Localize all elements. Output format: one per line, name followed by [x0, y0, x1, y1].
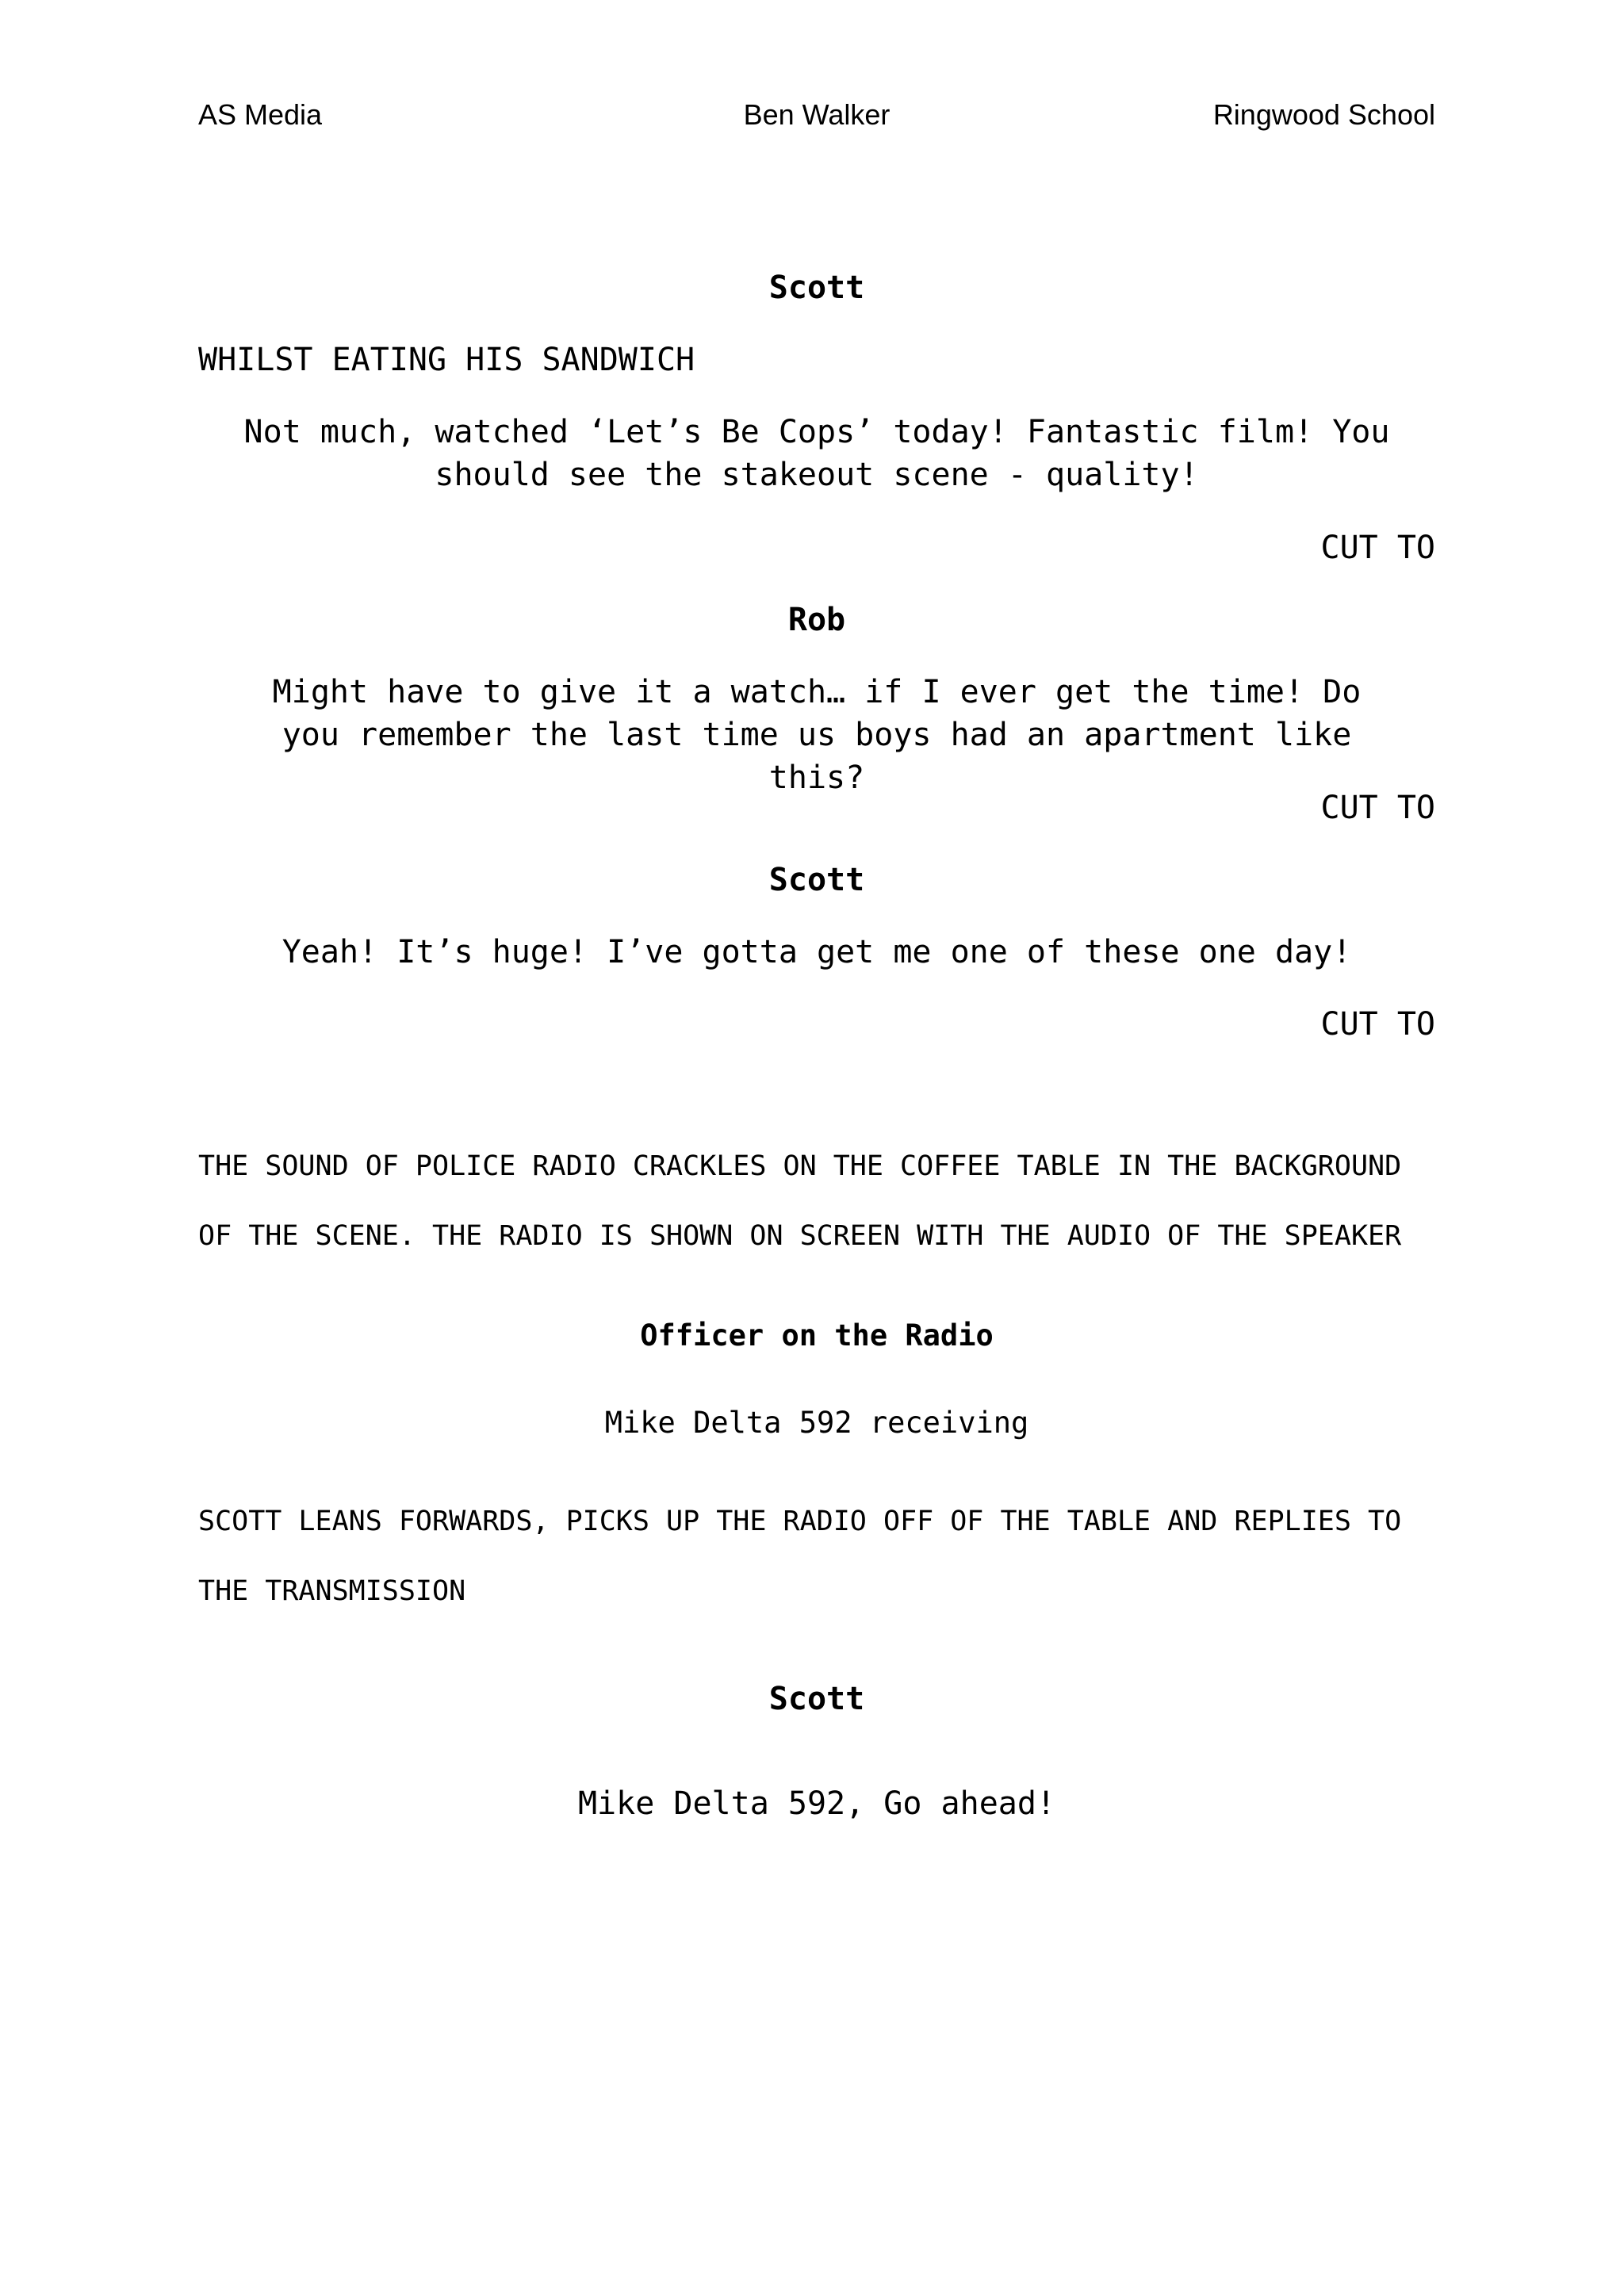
- transition-cut-to-3: CUT TO: [1320, 1006, 1435, 1043]
- action-eating-sandwich: WHILST EATING HIS SANDWICH: [198, 342, 695, 378]
- dialogue-scott-1: Not much, watched ‘Let’s Be Cops’ today! Fantastic film! You should see the stakeout scene - quality!: [243, 414, 1390, 493]
- action-scott-leans: SCOTT LEANS FORWARDS, PICKS UP THE RADIO OFF OF THE TABLE AND REPLIES TO THE TRANSMISSION: [198, 1506, 1402, 1607]
- dialogue-officer: Mike Delta 592 receiving: [604, 1406, 1029, 1440]
- character-name-rob: Rob: [787, 602, 846, 638]
- dialogue-scott-2: Yeah! It’s huge! I’ve gotta get me one of these one day!: [282, 934, 1352, 970]
- transition-cut-to-2: CUT TO: [1320, 790, 1435, 826]
- dialogue-rob: Might have to give it a watch… if I ever get the time! Do you remember the last time us boys had an apartment like this?: [272, 674, 1362, 796]
- header-course: AS Media: [198, 98, 323, 131]
- page-header: [198, 95, 1435, 135]
- transition-cut-to-1: CUT TO: [1320, 530, 1435, 566]
- dialogue-scott-3: Mike Delta 592, Go ahead!: [577, 1785, 1056, 1822]
- action-police-radio: THE SOUND OF POLICE RADIO CRACKLES ON THE COFFEE TABLE IN THE BACKGROUND OF THE SCENE. THE RADIO IS SHOWN ON SCREEN WITH THE AUDIO OF THE SPEAKER: [198, 1150, 1402, 1252]
- character-name-scott-1: Scott: [768, 270, 865, 306]
- character-name-officer: Officer on the Radio: [640, 1318, 994, 1353]
- header-school: Ringwood School: [1212, 98, 1435, 131]
- header-author: Ben Walker: [743, 98, 891, 131]
- character-name-scott-3: Scott: [768, 1681, 865, 1717]
- character-name-scott-2: Scott: [768, 862, 865, 898]
